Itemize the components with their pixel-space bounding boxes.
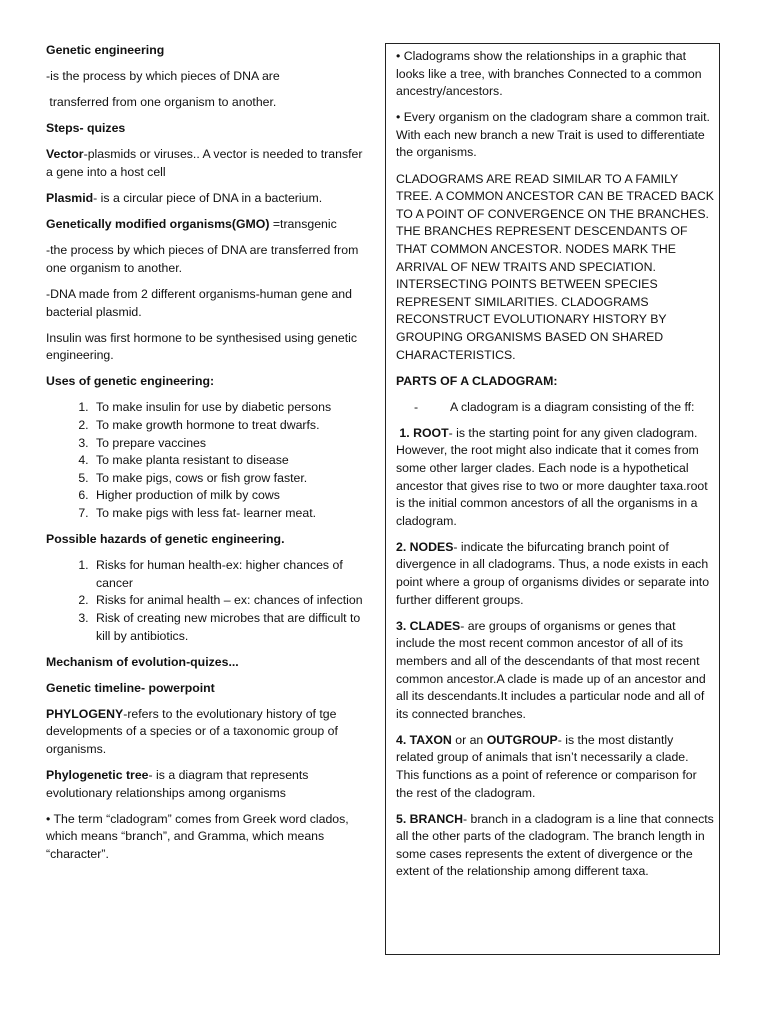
list-item: 3. To prepare vaccines <box>92 435 366 453</box>
parts-heading: PARTS OF A CLADOGRAM: <box>396 373 558 388</box>
clades-term: 3. CLADES <box>396 618 461 633</box>
hazards-list <box>46 557 366 645</box>
tree-term: Phylogenetic tree <box>46 768 149 783</box>
cladogram-term-paragraph: • The term “cladogram” comes from Greek word clados, which means “branch”, and Gramma, which means “character”. <box>46 811 349 861</box>
list-item: 2. Risks for animal health – ex: chances of infection <box>92 592 366 610</box>
nodes-term: 2. NODES <box>396 539 454 554</box>
mechanism-paragraph <box>46 654 366 672</box>
gmo-text: =transgenic <box>269 217 337 232</box>
taxon-paragraph <box>396 732 714 802</box>
phylogeny-paragraph <box>46 706 366 759</box>
list-item: 7. To make pigs with less fat- learner meat. <box>92 505 366 523</box>
gmo-paragraph <box>46 216 366 234</box>
list-item: 3. Risk of creating new microbes that are difficult to kill by antibiotics. <box>92 610 366 645</box>
vector-text: -plasmids or viruses.. A vector is needed to transfer <box>83 147 363 162</box>
timeline-text: - powerpoint <box>141 680 215 695</box>
plasmid-term: Plasmid <box>46 191 94 206</box>
list-item: 2. To make growth hormone to treat dwarfs. <box>92 417 366 435</box>
dna-paragraph: -DNA made from 2 different organisms-human gene and bacterial plasmid. <box>46 286 352 319</box>
dash-mark: - <box>414 399 419 414</box>
tree-text: - is a diagram that represents evolutionary relationships among organisms <box>46 768 309 800</box>
bullet-common-trait: • Every organism on the cladogram share a common trait. With each new branch a new Trait is used to differentiate the organisms. <box>396 110 710 160</box>
plasmid-text: - is a circular piece of DNA in a bacterium. <box>93 191 323 206</box>
list-item: 1. Risks for human health-ex: higher chances of cancer <box>92 557 366 592</box>
root-text: - is the starting point for any given cladogram. However, the root might also indicate that it comes from some other larger clades. Each node is a hypothetical ancestor that gives rise to two or more daughter taxa.root is the initial common ancestors of all the organisms in a cladogram. <box>396 425 708 528</box>
vector-term: Vector <box>46 147 84 162</box>
root-term: 1. ROOT <box>396 425 449 440</box>
hazards-heading: Possible hazards of genetic engineering. <box>46 532 285 547</box>
list-item: 1. To make insulin for use by diabetic persons <box>92 399 366 417</box>
left-column <box>46 42 366 872</box>
clades-paragraph <box>396 618 714 724</box>
dash-item <box>396 399 714 417</box>
timeline-term: Genetic timeline <box>46 680 141 695</box>
process-paragraph: -the process by which pieces of DNA are transferred from one organism to another. <box>46 243 359 275</box>
right-column <box>396 48 714 890</box>
uses-list <box>46 399 366 522</box>
cladogram-box <box>385 43 720 955</box>
definition-line-2: transferred from one organism to another. <box>46 95 277 110</box>
outgroup-term: OUTGROUP <box>486 732 558 747</box>
root-paragraph <box>396 425 714 531</box>
phylogenetic-tree-paragraph <box>46 767 366 802</box>
uses-heading: Uses of genetic engineering: <box>46 374 215 389</box>
nodes-text: - indicate the bifurcating branch point of divergence in all cladograms. Thus, a node exists in each point where a group of organisms divides or separate into further different groups. <box>396 539 710 607</box>
taxon-term: 4. TAXON <box>396 732 452 747</box>
gmo-term: Genetically modified organisms(GMO) <box>46 217 270 232</box>
branch-text: - branch in a cladogram is a line that connects all the other parts of the cladogram. The branch length in some cases represents the extent of divergence or the extent of the relationship among different taxa. <box>396 811 714 879</box>
insulin-paragraph: Insulin was first hormone to be synthesised using genetic engineering. <box>46 330 358 363</box>
list-item: 4. To make planta resistant to disease <box>92 452 366 470</box>
heading-genetic-engineering: Genetic engineering <box>46 43 165 57</box>
definition-line-1: -is the process by which pieces of DNA are <box>46 69 280 84</box>
taxon-text: - is the most distantly related group of animals that isn’t necessarily a clade. This functions as a point of reference or comparison for the rest of the cladogram. <box>396 732 697 800</box>
list-item: 5. To make pigs, cows or fish grow faster. <box>92 470 366 488</box>
vector-paragraph <box>46 146 366 181</box>
dash-text: A cladogram is a diagram consisting of the ff: <box>450 399 695 414</box>
clades-text: - are groups of organisms or genes that include the most recent common ancestor of all of its members and all of the descendants of that most recent common ancestor.A clade is made up of an ancestor and all its descendants.It includes a particular node and all of its connected branches. <box>396 618 706 721</box>
bullet-relationships: • Cladograms show the relationships in a graphic that looks like a tree, with branches Connected to a common ancestry/ancestors. <box>396 49 702 99</box>
timeline-paragraph <box>46 680 366 698</box>
plasmid-paragraph <box>46 190 366 208</box>
phylogeny-text: -refers to the evolutionary history of tge developments of a species or of a taxonomic group of organisms. <box>46 706 338 756</box>
branch-paragraph <box>396 811 714 881</box>
mechanism-term: Mechanism of evolution <box>46 654 187 669</box>
list-item: 6. Higher production of milk by cows <box>92 487 366 505</box>
branch-term: 5. BRANCH <box>396 811 463 826</box>
steps-line: Steps- quizes <box>46 121 126 136</box>
caps-paragraph: CLADOGRAMS ARE READ SIMILAR TO A FAMILY TREE. A COMMON ANCESTOR CAN BE TRACED BACK TO A POINT OF CONVERGENCE ON THE BRANCHES. THE BRANCHES REPRESENT DESCENDANTS OF THAT COMMON ANCESTOR. NODES MARK THE ARRIVAL OF NEW TRAITS AND SPECIATION. INTERSECTING POINTS BETWEEN SPECIES REPRESENT SIMILARITIES. CLADOGRAMS RECONSTRUCT EVOLUTIONARY HISTORY BY GROUPING ORGANISMS BASED ON SHARED CHARACTERISTICS. <box>396 171 714 362</box>
mechanism-text: -quizes... <box>186 654 239 669</box>
nodes-paragraph <box>396 539 714 609</box>
taxon-mid: or an <box>451 732 487 747</box>
phylogeny-term: PHYLOGENY <box>46 706 124 721</box>
vector-text-2: a gene into a host cell <box>46 164 166 179</box>
